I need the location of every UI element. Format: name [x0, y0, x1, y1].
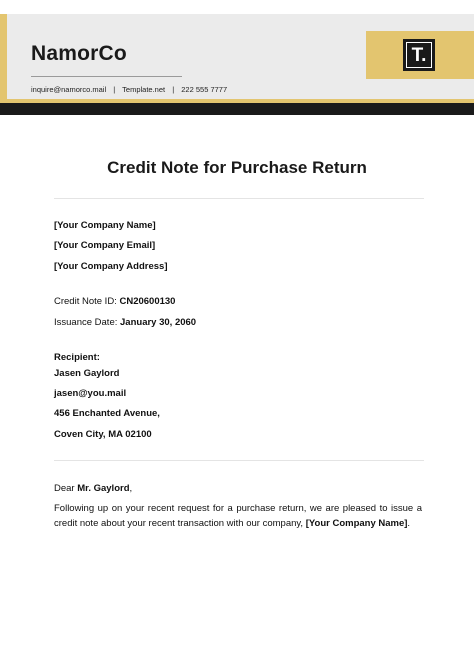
- recipient-street: 456 Enchanted Avenue,: [54, 408, 160, 419]
- body-end: .: [407, 518, 411, 529]
- salutation-suffix: ,: [129, 483, 133, 494]
- sender-company-address: [Your Company Address]: [54, 261, 168, 272]
- contact-line: [31, 85, 227, 94]
- contact-email: inquire@namorco.mail: [31, 85, 107, 94]
- body-text: Following up on your recent request for a purchase return, we are pleased to issue a credit note about your recent transaction with our company,: [54, 503, 422, 529]
- issuance-date-row: [54, 317, 196, 328]
- sender-company-name: [Your Company Name]: [54, 220, 156, 231]
- credit-note-id-label: Credit Note ID:: [54, 296, 117, 307]
- sender-company-email: [Your Company Email]: [54, 240, 156, 251]
- title-divider: [54, 198, 424, 199]
- issuance-date-label: Issuance Date:: [54, 317, 118, 328]
- body-company-name: [Your Company Name]: [305, 518, 408, 529]
- header-divider: [31, 76, 182, 77]
- document-title: Credit Note for Purchase Return: [107, 158, 367, 177]
- recipient-name: Jasen Gaylord: [54, 368, 120, 379]
- contact-website: Template.net: [122, 85, 166, 94]
- salutation-name: Mr. Gaylord: [77, 483, 130, 494]
- section-divider: [54, 460, 424, 461]
- recipient-email: jasen@you.mail: [54, 388, 127, 399]
- header-black-bar: [0, 103, 474, 115]
- salutation-prefix: Dear: [54, 483, 75, 494]
- credit-note-id-value: CN20600130: [119, 296, 176, 307]
- contact-separator: |: [172, 85, 175, 94]
- company-name: NamorCo: [31, 42, 127, 65]
- recipient-label: Recipient:: [54, 352, 100, 363]
- contact-separator: |: [113, 85, 116, 94]
- salutation: [54, 483, 132, 494]
- credit-note-id-row: [54, 296, 175, 307]
- recipient-city: Coven City, MA 02100: [54, 429, 152, 440]
- logo-icon: T.: [403, 39, 435, 71]
- body-paragraph: [54, 501, 422, 531]
- contact-phone: 222 555 7777: [181, 85, 228, 94]
- header-accent-stripe: [0, 14, 7, 100]
- issuance-date-value: January 30, 2060: [120, 317, 197, 328]
